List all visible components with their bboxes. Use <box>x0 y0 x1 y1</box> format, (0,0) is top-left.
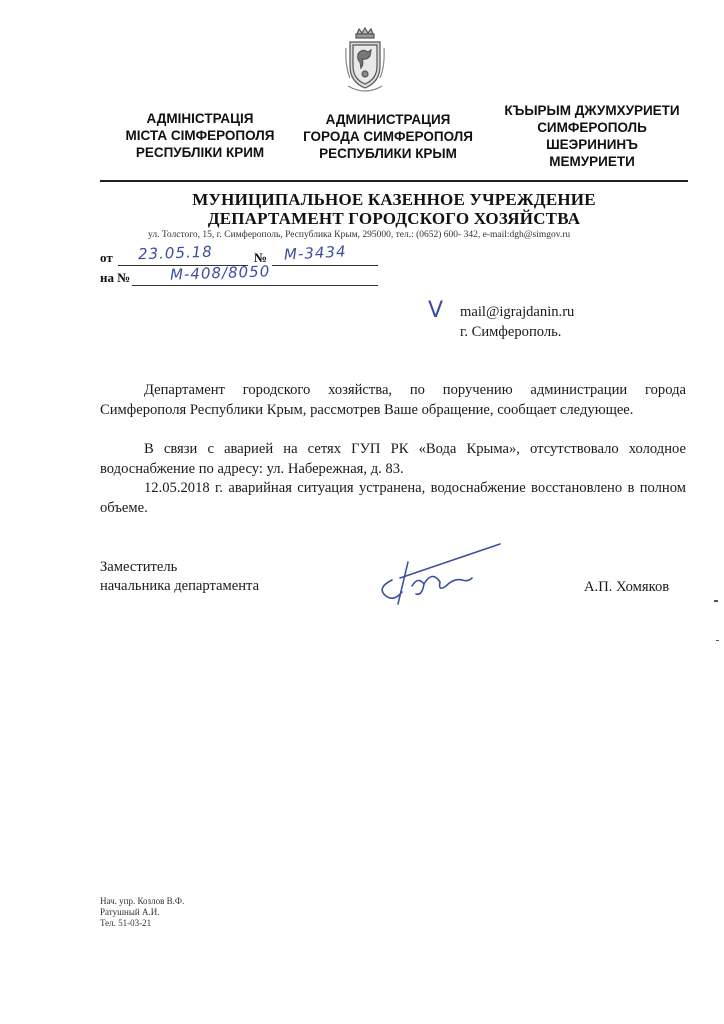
body-paragraph-2: В связи с аварией на сетях ГУП РК «Вода Крыма», отсутствовало холодное водоснабжение по адресу: ул. Набережная, д. 83. <box>100 441 686 477</box>
recipient-email: mail@igrajdanin.ru <box>460 304 575 320</box>
header-russian-line: АДМИНИСТРАЦИЯ <box>325 112 451 127</box>
org-line-1: МУНИЦИПАЛЬНОЕ КАЗЕННОЕ УЧРЕЖДЕНИЕ <box>192 190 596 209</box>
header-ukrainian-line: АДМІНІСТРАЦІЯ <box>146 111 254 126</box>
executor-phone: Тел. 51-03-21 <box>100 918 152 928</box>
number-underline <box>272 265 378 266</box>
executor-line: Ратушный А.И. <box>100 907 160 917</box>
date-label: от <box>100 250 113 265</box>
header-ukrainian-line: МІСТА СІМФЕРОПОЛЯ <box>125 128 275 143</box>
signatory-title-line-1: Заместитель <box>100 559 178 575</box>
handwritten-number: М-3434 <box>283 242 347 264</box>
scan-mark <box>716 640 719 641</box>
handwritten-reply-number: М-408/8050 <box>169 262 271 284</box>
reply-number-underline <box>132 285 378 286</box>
executor-line: Нач. упр. Козлов В.Ф. <box>100 896 185 906</box>
executor-block <box>100 896 184 929</box>
header-crimean-tatar-line: КЪЫРЫМ ДЖУМХУРИЕТИ <box>504 103 680 118</box>
header-ukrainian <box>100 110 300 161</box>
check-mark: V <box>428 298 445 323</box>
header-russian-line: ГОРОДА СИМФЕРОПОЛЯ <box>303 129 473 144</box>
header-crimean-tatar <box>492 102 692 170</box>
recipient-city: г. Симферополь. <box>460 324 562 340</box>
header-crimean-tatar-line: ШЕЭРИНИНЪ <box>546 137 638 152</box>
handwritten-date: 23.05.18 <box>137 242 214 264</box>
body-paragraph-3: 12.05.2018 г. аварийная ситуация устранена, водоснабжение восстановлено в полном объеме. <box>100 480 686 516</box>
signatory-name: А.П. Хомяков <box>584 579 670 595</box>
signatory-title-line-2: начальника департамента <box>100 578 260 594</box>
scan-mark <box>714 600 718 602</box>
number-label: № <box>254 250 268 265</box>
header-russian-line: РЕСПУБЛИКИ КРЫМ <box>319 146 457 161</box>
handwritten-signature <box>372 540 506 612</box>
org-address: ул. Толстого, 15, г. Симферополь, Республика Крым, 295000, тел.: (0652) 600- 342, e-mail:dgh@simgov.ru <box>148 230 571 240</box>
header-russian <box>288 111 488 162</box>
header-crimean-tatar-line: МЕМУРИЕТИ <box>549 154 635 169</box>
header-ukrainian-line: РЕСПУБЛІКИ КРИМ <box>135 145 265 160</box>
header-crimean-tatar-line: СИМФЕРОПОЛЬ <box>537 120 647 135</box>
reply-number-label: на № <box>100 270 131 285</box>
body-paragraph-1: Департамент городского хозяйства, по поручению администрации города Симферополя Республики Крым, рассмотрев Ваше обращение, сообщает следующее. <box>100 382 686 418</box>
organization-name <box>100 190 688 228</box>
coat-of-arms-emblem <box>344 26 386 98</box>
header-divider <box>100 180 688 182</box>
org-line-2: ДЕПАРТАМЕНТ ГОРОДСКОГО ХОЗЯЙСТВА <box>207 209 581 228</box>
